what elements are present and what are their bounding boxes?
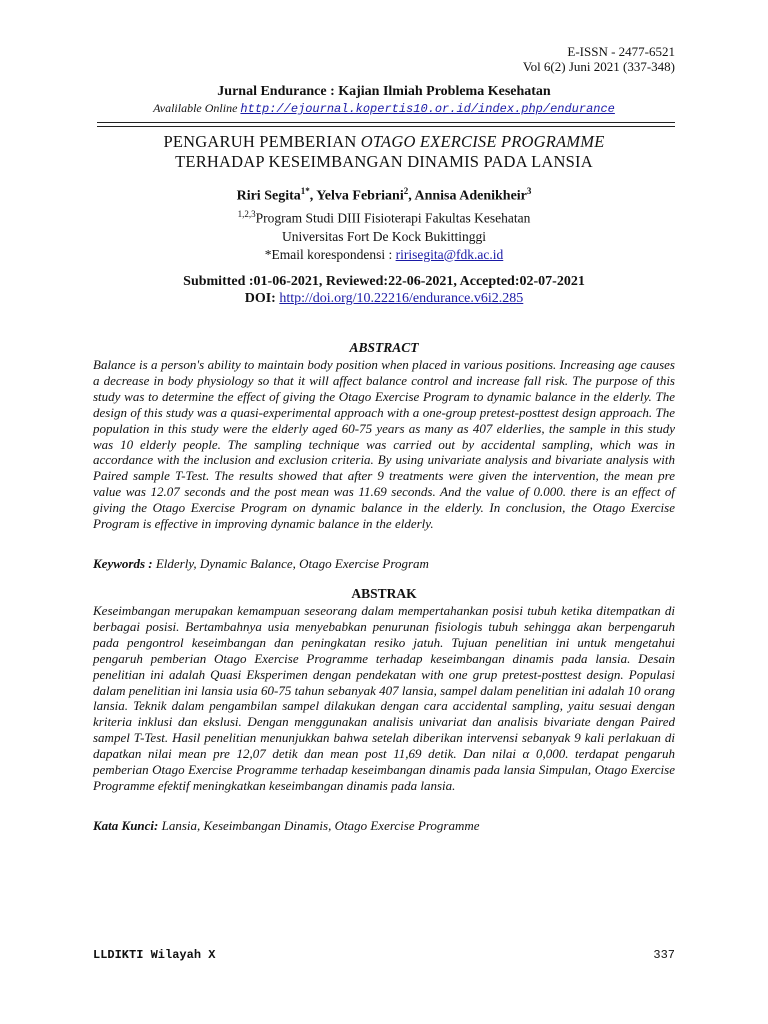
submission-dates: Submitted :01-06-2021, Reviewed:22-06-2021, Accepted:02-07-2021	[183, 274, 585, 289]
article-title	[0, 132, 768, 172]
title-emphasis: OTAGO EXERCISE PROGRAMME	[360, 132, 605, 151]
kata-kunci	[93, 818, 675, 834]
author: Yelva Febriani	[316, 188, 404, 204]
volume-info: Vol 6(2) Juni 2021 (337-348)	[522, 59, 675, 74]
header-rule	[97, 122, 675, 123]
article-dates	[0, 273, 768, 307]
abstrak-heading: ABSTRAK	[351, 586, 417, 601]
journal-title: Jurnal Endurance : Kajian Ilmiah Problema Kesehatan	[217, 84, 551, 99]
author: Annisa Adenikheir	[414, 188, 527, 204]
issn: E-ISSN - 2477-6521	[567, 44, 675, 59]
header-rule-thin	[97, 126, 675, 127]
doi-label: DOI:	[244, 291, 276, 306]
author-sup: 2	[403, 186, 409, 196]
keywords	[93, 556, 675, 572]
issn-block	[523, 44, 675, 74]
author-sup: 3	[526, 186, 532, 196]
email-label: *Email korespondensi :	[264, 246, 396, 262]
abstract-heading: ABSTRACT	[349, 340, 419, 355]
email-link[interactable]: ririsegita@fdk.ac.id	[395, 246, 504, 262]
page-number: 337	[653, 948, 675, 962]
abstract-text: Balance is a person's ability to maintain body position when placed in various positions. Increasing age causes a decrease in body physiology so that it will affect balance control and increase fall risk. The purpose of this study was to determine the effect of giving the Otago Exercise Program to dynamic balance in the elderly. The design of this study was a quasi-experimental approach with a one-group pretest-posttest design approach. The population in this study were the elderly aged 60-75 years as many as 407 elderlies, the sample in this study was 10 elderly people. The sampling technique was carried out by accidental sampling, which was in accordance with the inclusion and exclusion criteria. By using univariate analysis and bivariate analysis with Paired sample T-Test. The results showed that after 9 treatments were given the intervention, the mean pre value was 12.07 seconds and the post mean was 11.69 seconds. And the value of 0.000. there is an effect of giving the Otago Exercise Program on dynamic balance in the elderly. In conclusion, the Otago Exercise Program is effective in improving dynamic balance in the elderly.	[93, 357, 675, 532]
affiliation-sup: 1,2,3	[237, 209, 256, 219]
title-prefix: PENGARUH PEMBERIAN	[163, 132, 357, 151]
affiliation-line-2: Universitas Fort De Kock Bukittinggi	[282, 228, 486, 244]
affiliation	[0, 205, 768, 264]
keywords-text: Elderly, Dynamic Balance, Otago Exercise Program	[155, 556, 429, 571]
title-line-2: TERHADAP KESEIMBANGAN DINAMIS PADA LANSIA	[175, 152, 593, 171]
author-sup: 1*	[300, 186, 310, 196]
abstrak-text: Keseimbangan merupakan kemampuan seseorang dalam mempertahankan posisi tubuh ketika ditempatkan di berbagai posisi. Bertambahnya usia menyebabkan penurunan fisiologis tubuh sehingga akan berpengaruh pada pengontrol keseimbangan dan peningkatan resiko jatuh. Tujuan penelitian ini untuk mengetahui pengaruh pemberian Otago Exercise Programme terhadap keseimbangan dinamis pada lansia. Desain penelitian ini adalah Quasi Eksperimen dengan pendekatan with one grup pretest-posttest design. Populasi dalam penelitian ini lansia usia 60-75 tahun sebanyak 407 lansia, sampel dalam penelitian ini adalah 10 orang lansia. Teknik dalam pengambilan sampel dilakukan dengan cara accidental sampling, yaitu sesuai dengan kriteria inklusi dan ekslusi. Dengan menggunakan analisis univariat dan analisis bivariate dengan Paired sampel T-Test. Hasil penelitian menunjukkan bahwa setelah diberikan intervensi sebanyak 9 kali perlakuan di dapatkan nilai mean pre 12,07 detik dan mean post 11,69 detik. Dan nilai α 0,000. terdapat pengaruh pemberian Otago Exercise Programme terhadap keseimbangan dinamis pada lansia Simpulan, Otago Exercise Programme efektif meningkatkan keseimbangan dinamis pada lansia.	[93, 603, 675, 793]
kata-kunci-label: Kata Kunci:	[93, 818, 159, 833]
author-list: Riri Segita$^{1*}$, Yelva Febriani$^2$, Annisa Adenikheir$^3$	[236, 186, 532, 204]
available-online	[0, 101, 768, 116]
affiliation-line-1: Program Studi DIII Fisioterapi Fakultas Kesehatan	[255, 210, 531, 226]
available-online-label: Avalilable Online	[153, 101, 238, 115]
keywords-label: Keywords :	[93, 556, 153, 571]
journal-link[interactable]: http://ejournal.kopertis10.or.id/index.php/endurance	[240, 102, 615, 116]
footer-publisher: LLDIKTI Wilayah X	[93, 948, 216, 962]
author: Riri Segita	[236, 188, 301, 204]
doi-link[interactable]: http://doi.org/10.22216/endurance.v6i2.285	[279, 291, 524, 306]
kata-kunci-text: Lansia, Keseimbangan Dinamis, Otago Exercise Programme	[161, 818, 480, 833]
